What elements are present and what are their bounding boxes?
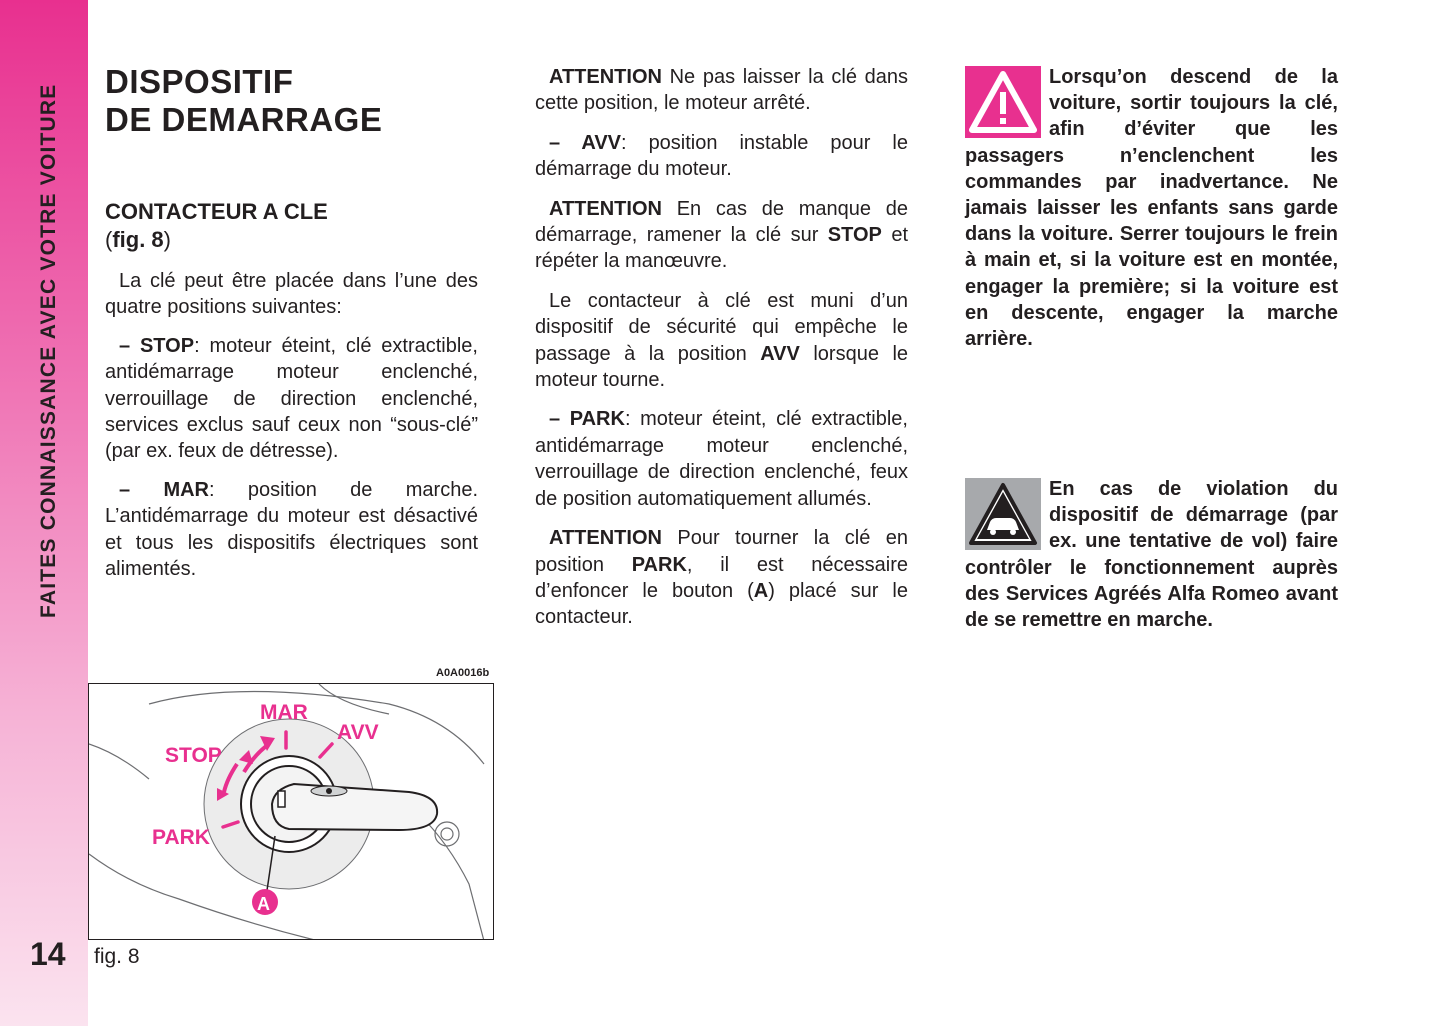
page-title-line1: DISPOSITIF: [105, 63, 294, 100]
label-park: PARK: [152, 826, 210, 849]
warning-1-text: Lorsqu’on descend de la voiture, sortir toujours la clé, afin d’éviter que les passagers n’enclenchent les commandes par inadvertance. Ne jamais laisser les enfants sans garde dans la voiture. Serrer toujours le frein à main et, si la voiture est en montée, engager la première; si la voiture est en descente, engager la marche arrière.: [965, 66, 1338, 351]
ignition-illustration: [89, 684, 494, 940]
intro-paragraph: La clé peut être placée dans l’une des quatre positions suivantes:: [105, 270, 478, 319]
park-paragraph: – PARK: moteur éteint, clé extractible, antidémarrage moteur enclenché, verrouillage de direction enclenché, feux de position automatiquement allumés.: [535, 408, 908, 510]
mar-term: – MAR: [119, 478, 210, 501]
warning-2-text: En cas de violation du dispositif de démarrage (par ex. une tentative de vol) faire contrôler le fonctionnement auprès des Services Agréés Alfa Romeo avant de se remettre en marche.: [965, 478, 1338, 632]
column-1: [105, 268, 478, 594]
figure-reference: (fig. 8): [105, 227, 171, 252]
label-mar: MAR: [260, 701, 308, 724]
label-avv: AVV: [337, 721, 379, 744]
subtitle-text: CONTACTEUR A CLE: [105, 199, 328, 224]
section-title: FAITES CONNAISSANCE AVEC VOTRE VOITURE: [37, 83, 60, 618]
stop-term: – STOP: [119, 334, 195, 357]
mar-paragraph: – MAR: position de marche. L’antidémarrage du moteur est désactivé et tous les dispositifs électriques sont alimentés.: [105, 478, 479, 581]
column-2: [535, 64, 908, 644]
warning-box-2: [965, 476, 1338, 633]
page-title-line2: DE DEMARRAGE: [105, 101, 383, 138]
figure-reference-label: fig. 8: [112, 227, 164, 252]
warning-box-1: [965, 64, 1338, 352]
car-warning-icon: [965, 478, 1041, 550]
section-subtitle: [105, 198, 328, 254]
attention-paragraph-2: ATTENTION En cas de manque de démarrage, ramener la clé sur STOP et répéter la manœuvre.: [535, 197, 908, 273]
avv-paragraph: – AVV: position instable pour le démarrage du moteur.: [535, 131, 909, 181]
attention-paragraph-1: ATTENTION Ne pas laisser la clé dans cette position, le moteur arrêté.: [535, 66, 908, 115]
figure-code: A0A0016b: [436, 667, 490, 679]
ignition-figure: [88, 683, 494, 940]
label-stop: STOP: [165, 744, 222, 767]
figure-caption: fig. 8: [94, 945, 140, 968]
attention-paragraph-3: ATTENTION Pour tourner la clé en position PARK, il est nécessaire d’enfoncer le bouton (A) placé sur le contacteur.: [535, 527, 908, 629]
page-title: [105, 63, 382, 139]
label-a: A: [257, 894, 270, 914]
stop-paragraph: – STOP: moteur éteint, clé extractible, antidémarrage moteur enclenché, verrouillage de direction enclenché, services exclus sauf ceux non “sous-clé” (par ex. feux de détresse).: [105, 334, 478, 463]
sidebar: [0, 0, 88, 1026]
safety-paragraph: Le contacteur à clé est muni d’un dispositif de sécurité qui empêche le passage à la position AVV lorsque le moteur tourne.: [535, 289, 909, 392]
warning-triangle-icon: [965, 66, 1041, 138]
page-number: 14: [30, 936, 66, 972]
